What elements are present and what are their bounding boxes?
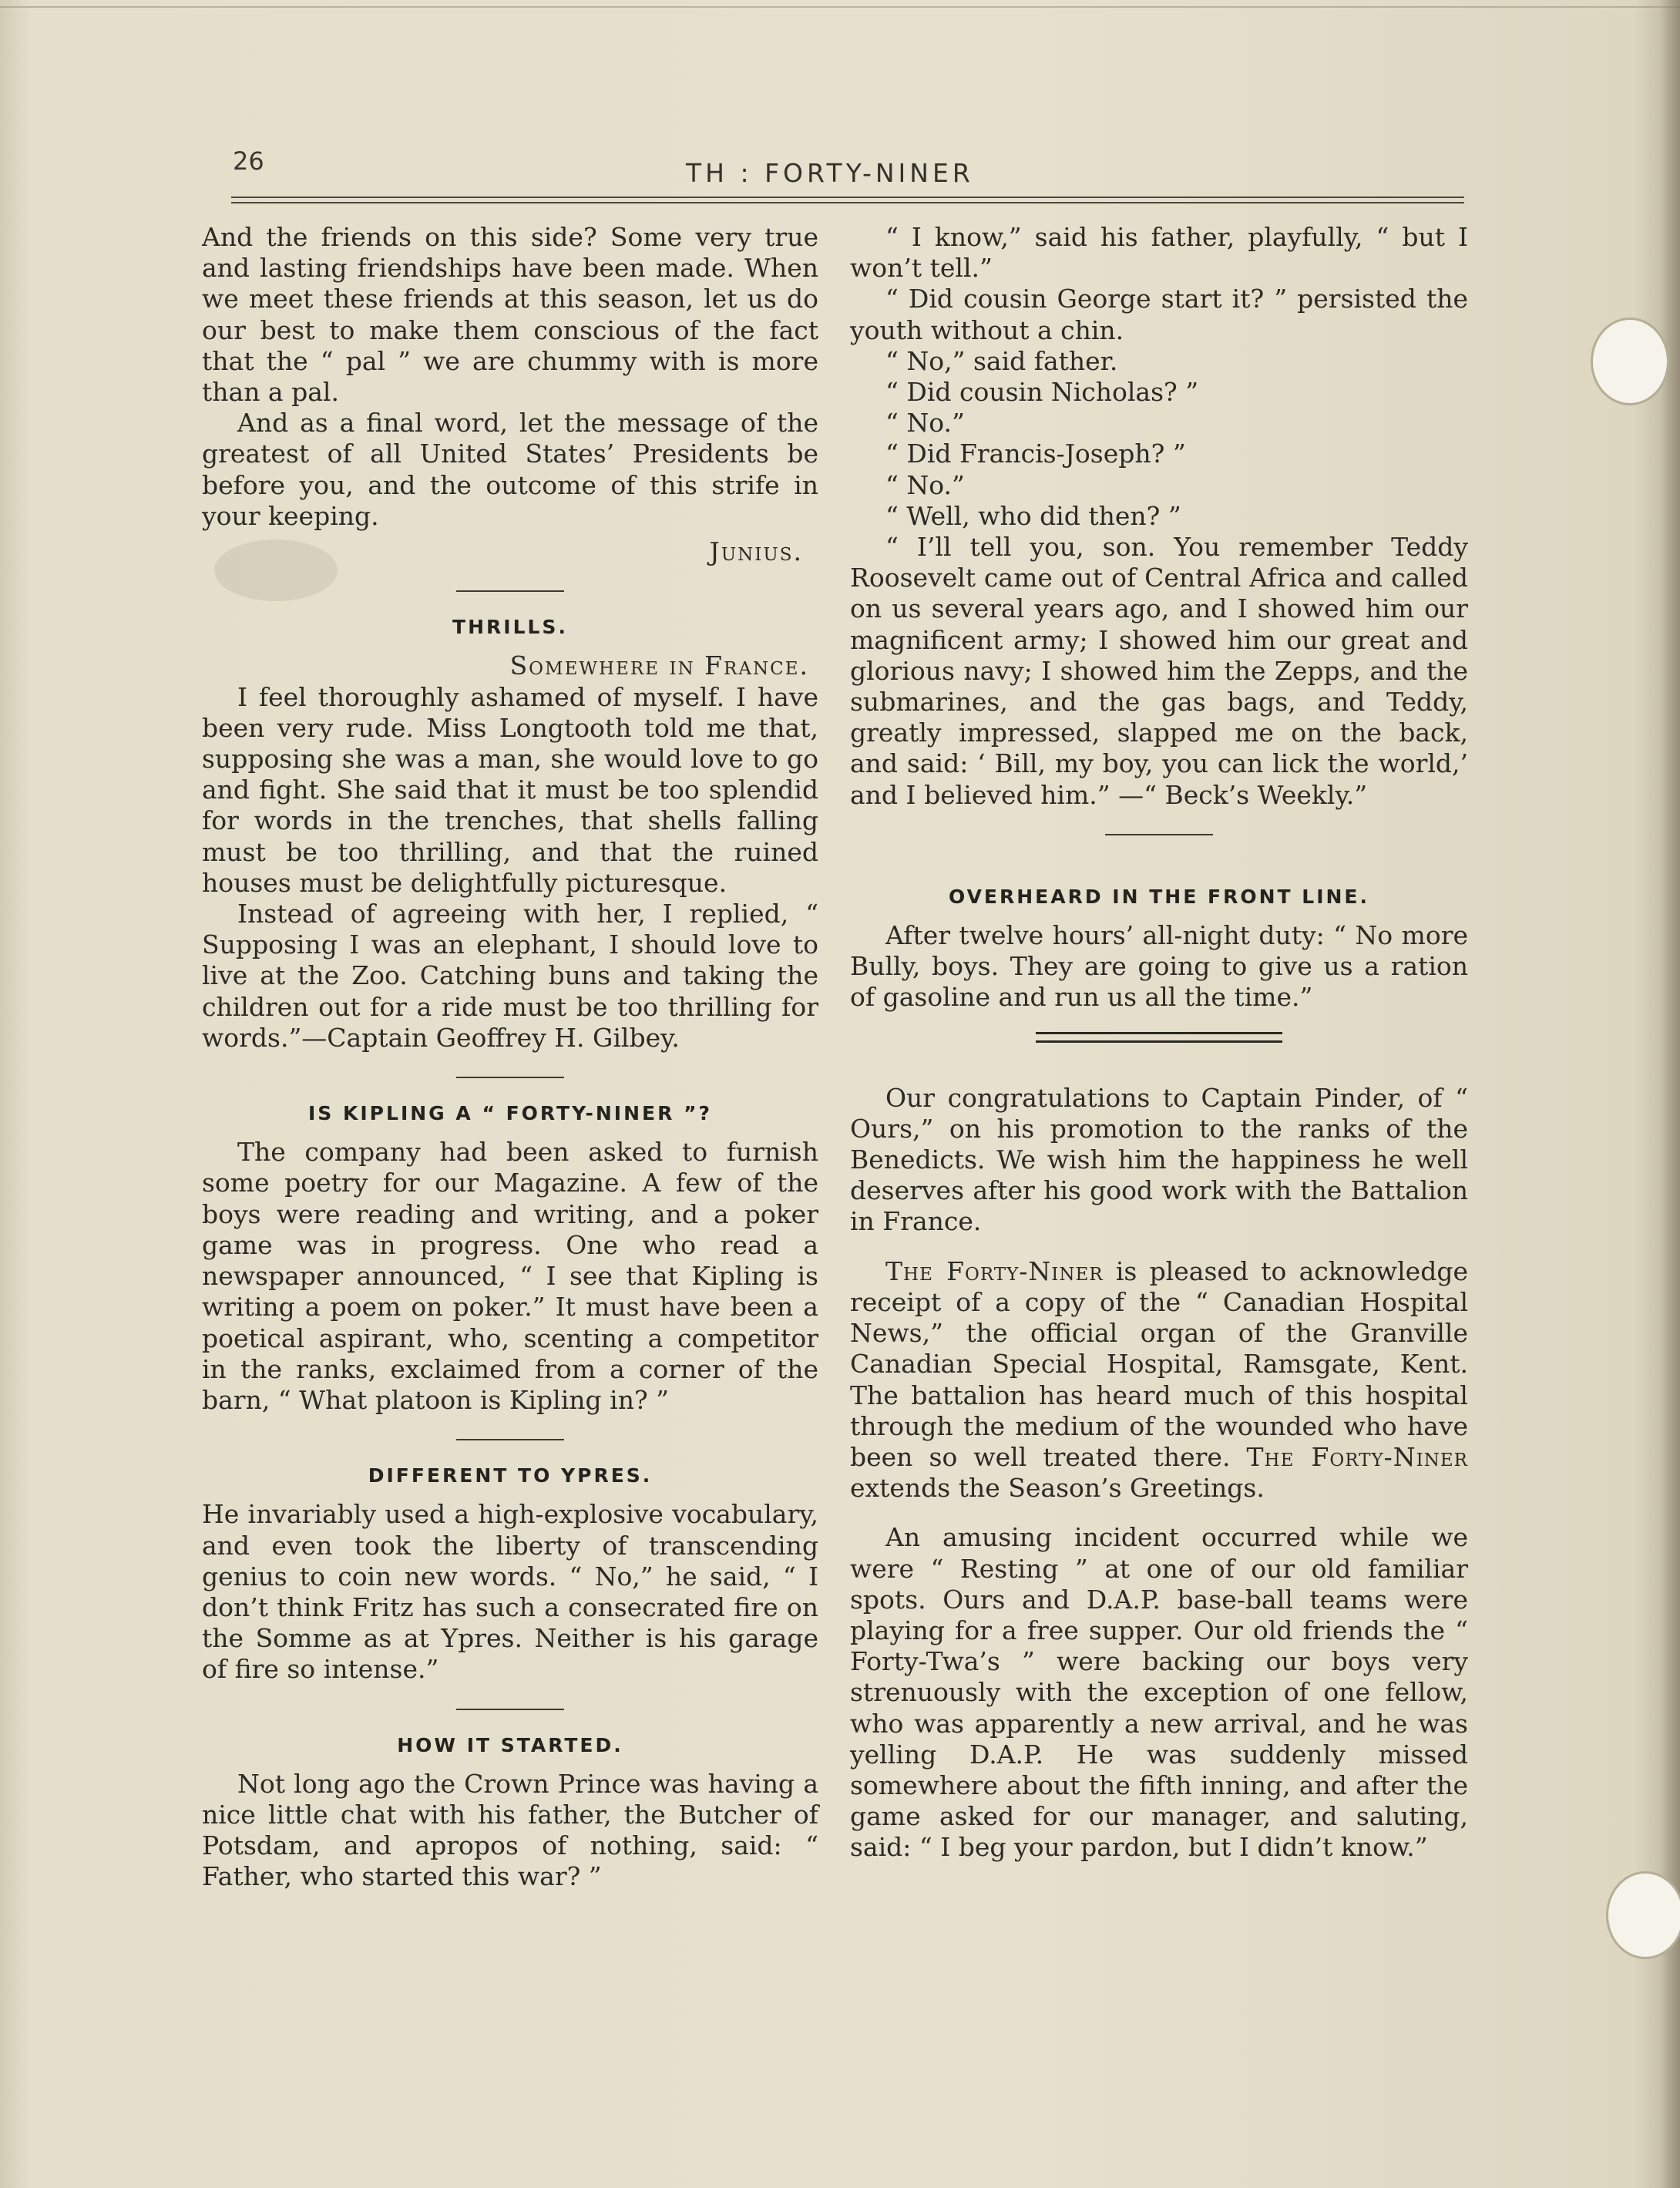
dialogue-line: “ No.” (885, 408, 965, 439)
news-paragraph: An amusing incident occurred while we were “ Resting ” at one of our old familiar spots. Ours and D.A.P. base-ball teams were playing for a free supper. Our old friends the “ Forty-Twa’s ” were backing our boys very strenuously with the exception of one fellow, who was apparently a new arrival, and he was yelling D.A.P. He was suddenly missed somewhere about the fifth inning, and after the game asked for our manager, and saluting, said: “ I beg your pardon, but I didn’t know.” (850, 1522, 1468, 1863)
double-section-divider (1036, 1032, 1282, 1043)
greetings-text: extends the Season’s Greetings. (850, 1473, 1265, 1504)
section-divider (1105, 834, 1213, 835)
article-paragraph: After twelve hours’ all-night duty: “ No more Bully, boys. They are going to give us a ration of gasoline and run us all the time.” (850, 920, 1468, 1013)
article-paragraph: I feel thoroughly ashamed of myself. I have been very rude. Miss Longtooth told me that, supposing she was a man, she would love to go and fight. She said that it must be too splendid for words in the trenches, that shells falling must be too thrilling, and that the ruined houses must be delightfully picturesque. (202, 681, 818, 898)
right-column (850, 222, 1468, 1864)
dialogue-line: “ I’ll tell you, son. You remember Teddy Roosevelt came out of Central Africa and called on us several years ago, and I showed him our magnificent army; I showed him our great and glorious navy; I showed him the Zepps, and the submarines, and the gas bags, and Teddy, greatly impressed, slapped me on the back, and said: ‘ Bill, my boy, you can lick the world,’ and I believed him.” —“ Beck’s Weekly.” (850, 532, 1468, 810)
article-heading-kipling: IS KIPLING A “ FORTY-NINER ”? (308, 1102, 712, 1125)
news-paragraph-acknowledgement (850, 1256, 1468, 1504)
article-heading-how-it-started: HOW IT STARTED. (397, 1733, 623, 1756)
left-column (202, 222, 818, 1893)
article-paragraph: Instead of agreeing with her, I replied, “ Supposing I was an elephant, I should love to live at the Zoo. Catching buns and taking the children out for a ride must be too thrilling for words.”—Captain Geoffrey H. Gilbey. (202, 899, 818, 1053)
dialogue-line: “ Did Francis-Joseph? ” (885, 439, 1186, 469)
dialogue-line: “ I know,” said his father, playfully, “ but I won’t tell.” (850, 222, 1468, 284)
dialogue-line: “ Well, who did then? ” (885, 500, 1181, 531)
header-rule (231, 197, 1464, 198)
article-heading-overheard: OVERHEARD IN THE FRONT LINE. (949, 885, 1369, 908)
page-top-edge (0, 6, 1680, 8)
intro-paragraph: And the friends on this side? Some very true and lasting friendships have been made. When we meet these friends at this season, let us do our best to make them conscious of the fact that the “ pal ” we are chummy with is more than a pal. (202, 222, 818, 408)
dialogue-line: “ No.” (885, 469, 965, 500)
article-paragraph: He invariably used a high-explosive vocabulary, and even took the liberty of transcending genius to coin new words. “ No,” he said, “ I don’t think Fritz has such a consecrated fire on the Somme as at Ypres. Neither is his garage of fire so intense.” (202, 1499, 818, 1685)
binding-shadow (1660, 0, 1680, 2188)
author-signature: Junius. (709, 536, 803, 567)
magazine-name: The Forty-Niner (1246, 1441, 1468, 1472)
acknowledgement-text: is pleased to acknowledge receipt of a copy of the “ Canadian Hospital News,” the official organ of the Granville Canadian Special Hospital, Ramsgate, Kent. The battalion has heard much of this hospital through the medium of the wounded who have been so well treated there. (850, 1255, 1468, 1472)
article-paragraph: Not long ago the Crown Prince was having a nice little chat with his father, the Butcher of Potsdam, and apropos of nothing, said: “ Father, who started this war? ” (202, 1768, 818, 1892)
binder-hole-top (1591, 318, 1669, 405)
article-paragraph: The company had been asked to furnish some poetry for our Magazine. A few of the boys were reading and writing, and a poker game was in progress. One who read a newspaper announced, “ I see that Kipling is writing a poem on poker.” It must have been a poetical aspirant, who, scenting a competitor in the ranks, exclaimed from a corner of the barn, “ What platoon is Kipling in? ” (202, 1137, 818, 1415)
section-divider (456, 1077, 564, 1078)
running-head-title: TH : FORTY-NINER (686, 158, 974, 188)
article-heading-ypres: DIFFERENT TO YPRES. (368, 1464, 653, 1487)
magazine-name: The Forty-Niner (885, 1255, 1104, 1286)
news-paragraph: Our congratulations to Captain Pinder, of “ Ours,” on his promotion to the ranks of the Benedicts. We wish him the happiness he well deserves after his good work with the Battalion in France. (850, 1082, 1468, 1237)
dateline: Somewhere in France. (509, 650, 809, 681)
dialogue-line: “ Did cousin George start it? ” persisted the youth without a chin. (850, 284, 1468, 345)
section-divider (456, 590, 564, 592)
section-divider (456, 1439, 564, 1440)
page-number: 26 (233, 146, 264, 176)
header-rule-secondary (231, 202, 1464, 203)
binder-hole-bottom (1606, 1871, 1680, 1959)
section-divider (456, 1709, 564, 1710)
dialogue-line: “ Did cousin Nicholas? ” (885, 377, 1199, 408)
article-heading-thrills: THRILLS. (452, 616, 568, 639)
intro-paragraph-final: And as a final word, let the message of the greatest of all United States’ Presidents be before you, and the outcome of this strife in your keeping. (202, 408, 818, 531)
dialogue-line: “ No,” said father. (885, 345, 1118, 376)
